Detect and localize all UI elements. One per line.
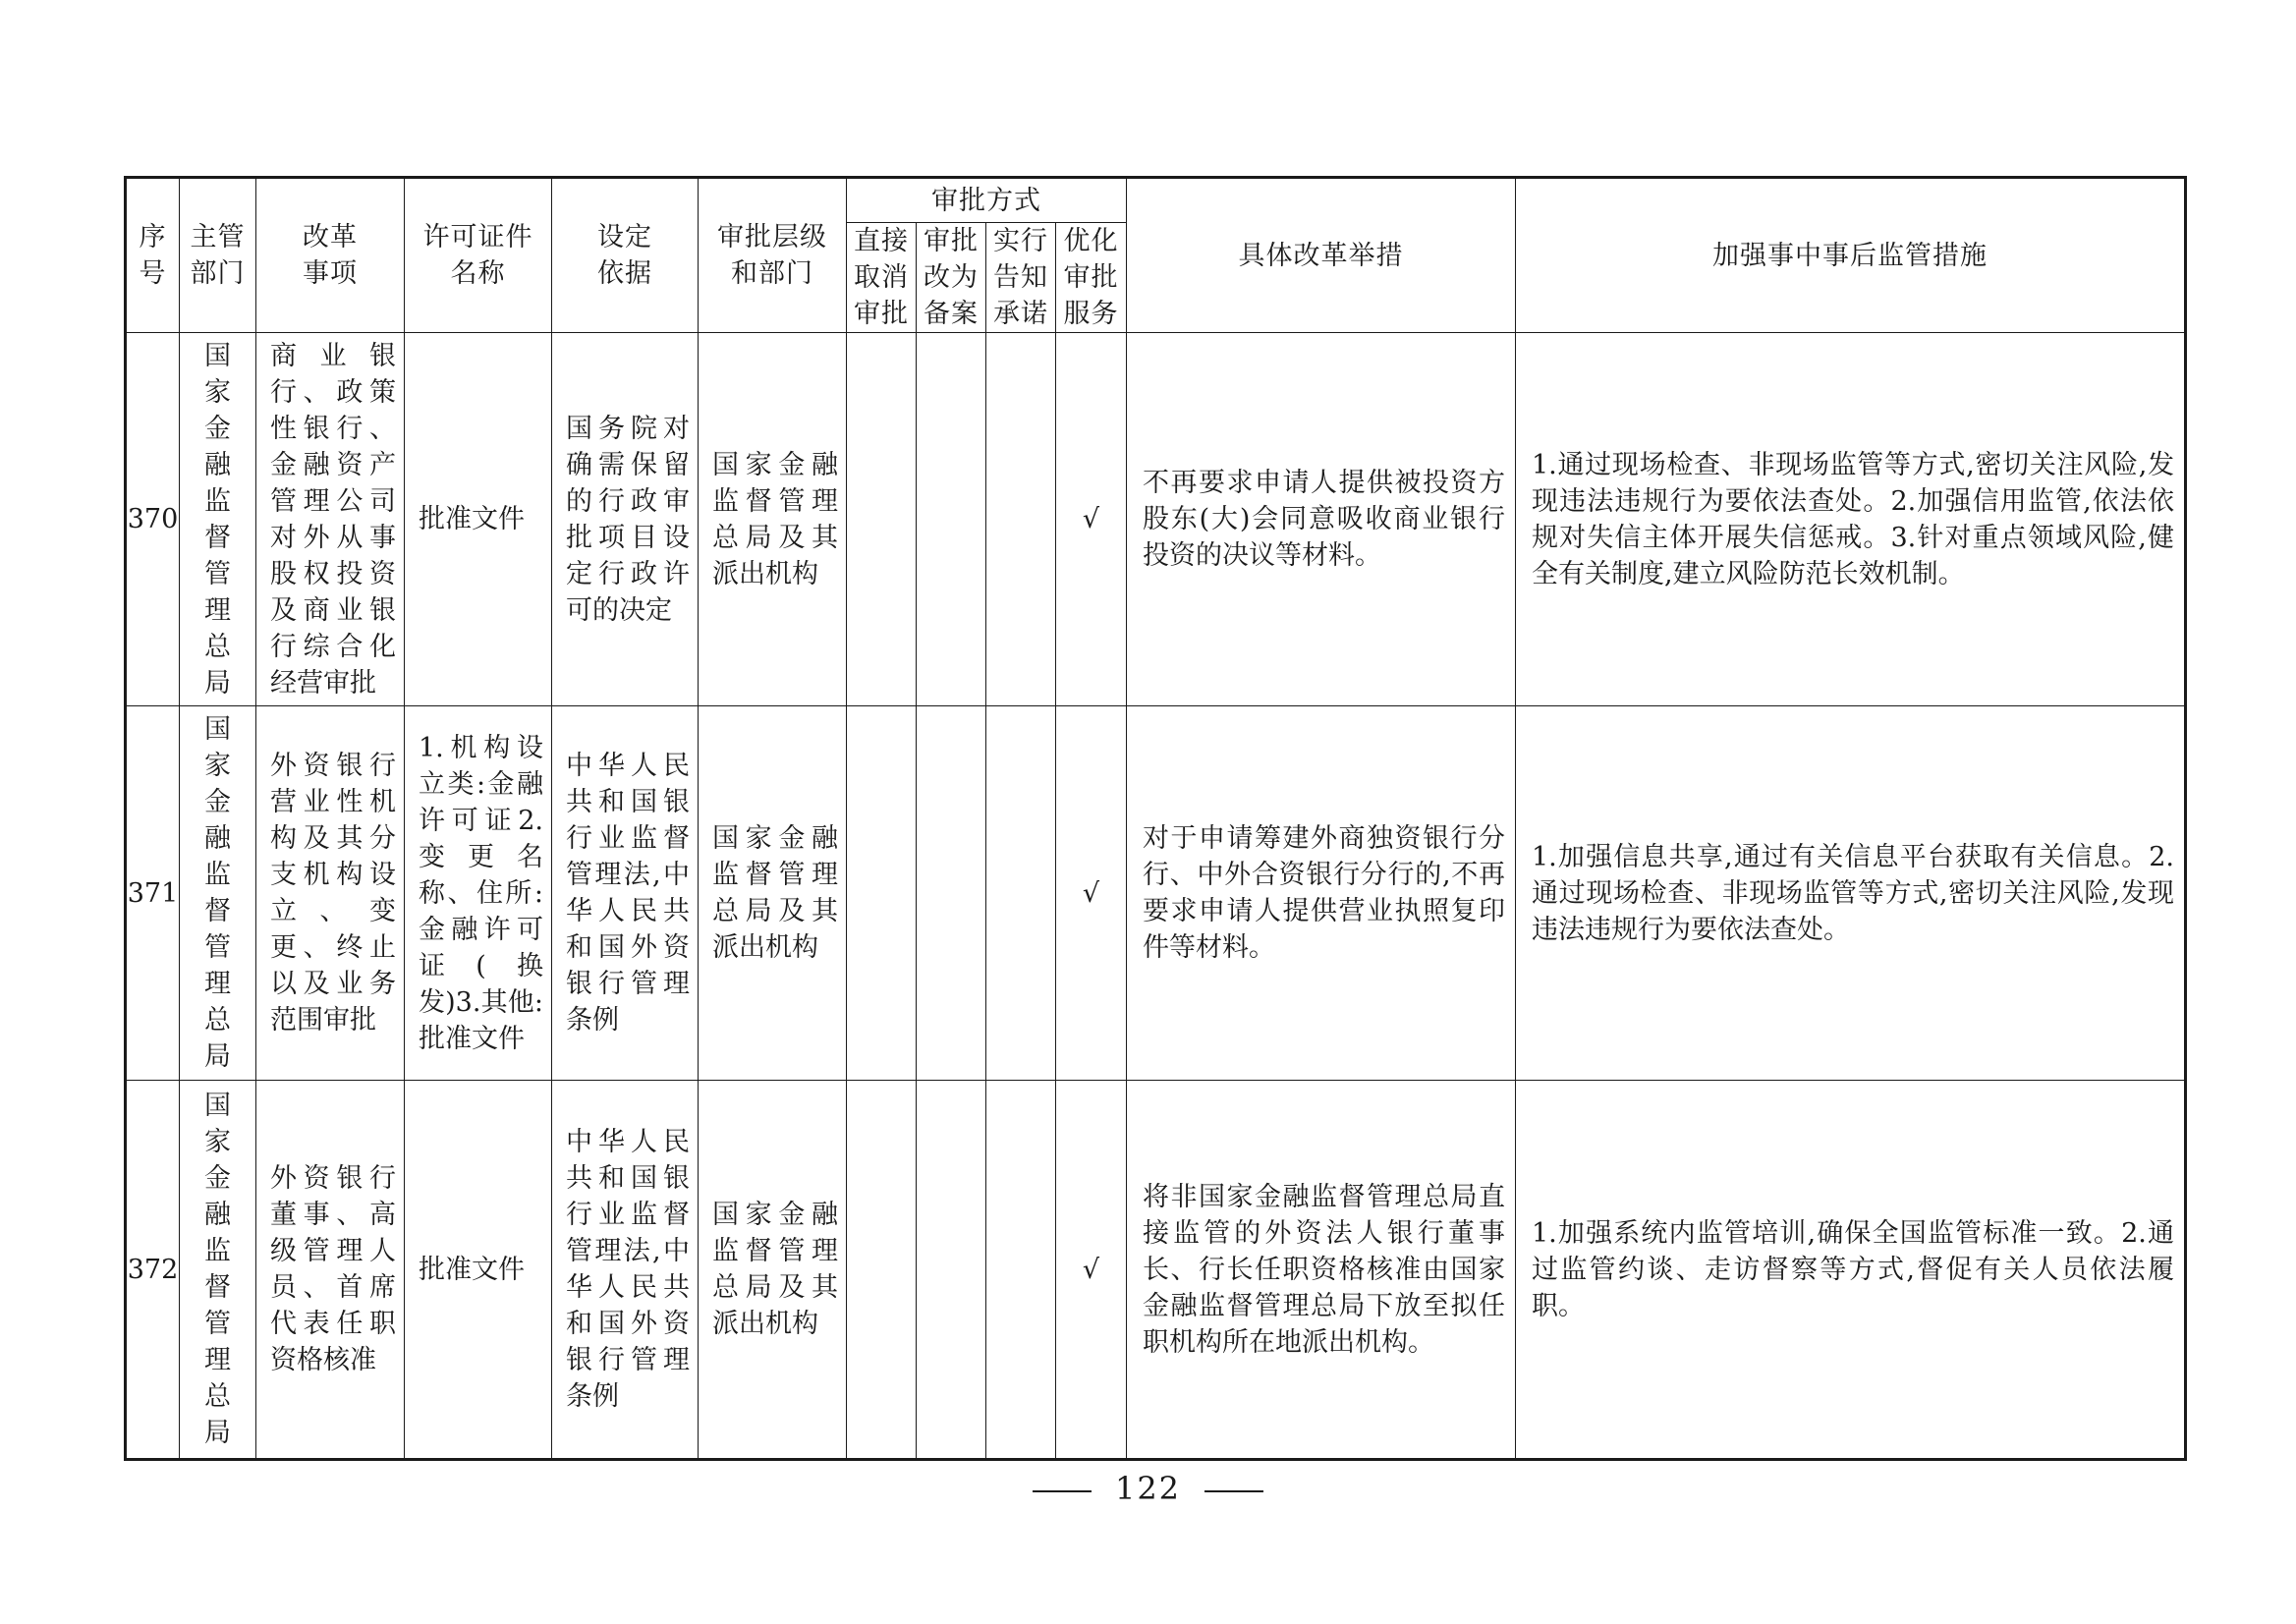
table-row [126, 1081, 2186, 1460]
row-number: 371 [126, 706, 180, 1081]
row-license: 批准文件 [405, 333, 552, 706]
header-basis: 设定依据 [552, 178, 699, 333]
row-number: 372 [126, 1081, 180, 1460]
header-license: 许可证件名称 [405, 178, 552, 333]
row-basis: 国务院对确需保留的行政审批项目设定行政许可的决定 [552, 333, 699, 706]
header-method-filing: 审批改为备案 [917, 223, 986, 333]
row-reform-item: 商业银行、政策性银行、金融资产管理公司对外从事股权投资及商业银行综合化经营审批 [256, 333, 405, 706]
header-method-optimize: 优化审批服务 [1056, 223, 1127, 333]
row-supervision-measure: 1.加强信息共享,通过有关信息平台获取有关信息。2.通过现场检查、非现场监管等方式,密切关注风险,发现违法违规行为要依法查处。 [1516, 706, 2186, 1081]
row-license: 1.机构设立类:金融许可证2.变更名称、住所:金融许可证(换发)3.其他:批准文件 [405, 706, 552, 1081]
row-supervision-measure: 1.加强系统内监管培训,确保全国监管标准一致。2.通过监管约谈、走访督察等方式,督促有关人员依法履职。 [1516, 1081, 2186, 1460]
row-reform-item: 外资银行董事、高级管理人员、首席代表任职资格核准 [256, 1081, 405, 1460]
header-method-group: 审批方式 [847, 178, 1127, 223]
row-supervision-measure: 1.通过现场检查、非现场监管等方式,密切关注风险,发现违法违规行为要依法查处。2.加强信用监管,依法依规对失信主体开展失信惩戒。3.针对重点领域风险,健全有关制度,建立风险防范长效机制。 [1516, 333, 2186, 706]
row-level: 国家金融监督管理总局及其派出机构 [699, 706, 847, 1081]
page-number: 122 [1114, 1470, 1182, 1507]
header-level: 审批层级和部门 [699, 178, 847, 333]
row-basis: 中华人民共和国银行业监督管理法,中华人民共和国外资银行管理条例 [552, 1081, 699, 1460]
row-method-filing [917, 706, 986, 1081]
row-level: 国家金融监督管理总局及其派出机构 [699, 1081, 847, 1460]
row-method-cancel [847, 333, 917, 706]
row-license: 批准文件 [405, 1081, 552, 1460]
row-department: 国家金融监督管理总局 [180, 1081, 256, 1460]
footer-dash-right [1204, 1490, 1263, 1492]
row-reform-item: 外资银行营业性机构及其分支机构设立、变更、终止以及业务范围审批 [256, 706, 405, 1081]
page-footer [0, 1470, 2296, 1507]
footer-dash-left [1033, 1490, 1092, 1492]
table-row [126, 333, 2186, 706]
reform-table [124, 176, 2187, 1461]
row-method-notify [986, 333, 1056, 706]
row-level: 国家金融监督管理总局及其派出机构 [699, 333, 847, 706]
header-measures: 加强事中事后监管措施 [1516, 178, 2186, 333]
header-dept: 主管部门 [180, 178, 256, 333]
row-reform-measure: 不再要求申请人提供被投资方股东(大)会同意吸收商业银行投资的决议等材料。 [1127, 333, 1516, 706]
row-method-optimize: √ [1056, 333, 1127, 706]
row-method-cancel [847, 706, 917, 1081]
row-method-notify [986, 706, 1056, 1081]
row-department: 国家金融监督管理总局 [180, 706, 256, 1081]
row-reform-measure: 对于申请筹建外商独资银行分行、中外合资银行分行的,不再要求申请人提供营业执照复印件等材料。 [1127, 706, 1516, 1081]
row-number: 370 [126, 333, 180, 706]
row-method-optimize: √ [1056, 706, 1127, 1081]
row-method-cancel [847, 1081, 917, 1460]
row-method-optimize: √ [1056, 1081, 1127, 1460]
header-row [126, 178, 2186, 223]
row-method-notify [986, 1081, 1056, 1460]
header-reform: 具体改革举措 [1127, 178, 1516, 333]
header-seq: 序号 [126, 178, 180, 333]
row-reform-measure: 将非国家金融监督管理总局直接监管的外资法人银行董事长、行长任职资格核准由国家金融监督管理总局下放至拟任职机构所在地派出机构。 [1127, 1081, 1516, 1460]
row-department: 国家金融监督管理总局 [180, 333, 256, 706]
row-method-filing [917, 333, 986, 706]
table-row [126, 706, 2186, 1081]
row-method-filing [917, 1081, 986, 1460]
header-method-cancel: 直接取消审批 [847, 223, 917, 333]
header-item: 改革事项 [256, 178, 405, 333]
row-basis: 中华人民共和国银行业监督管理法,中华人民共和国外资银行管理条例 [552, 706, 699, 1081]
header-method-notify: 实行告知承诺 [986, 223, 1056, 333]
